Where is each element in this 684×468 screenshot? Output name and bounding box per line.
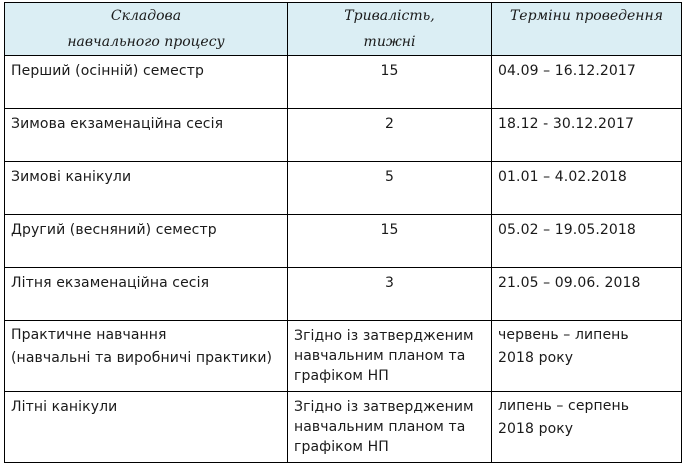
component-text-line-2: (навчальні та виробничі практики) bbox=[11, 350, 273, 366]
duration-text: 5 bbox=[384, 169, 394, 185]
header-component bbox=[5, 3, 288, 56]
header-duration bbox=[288, 3, 492, 56]
cell-duration bbox=[288, 162, 492, 215]
duration-text: 3 bbox=[384, 275, 394, 291]
duration-text-line-1: Згідно із затвердженим bbox=[294, 399, 474, 415]
duration-text-line-3: графіком НП bbox=[294, 368, 389, 384]
table-header-row bbox=[5, 3, 682, 56]
duration-text-line-3: графіком НП bbox=[294, 439, 389, 455]
table-row bbox=[5, 109, 682, 162]
header-dates bbox=[492, 3, 682, 56]
component-text: Літня екзаменаційна сесія bbox=[11, 275, 210, 291]
table-row bbox=[5, 56, 682, 109]
table-row bbox=[5, 392, 682, 463]
cell-duration bbox=[288, 321, 492, 392]
dates-text-line-1: червень – липень bbox=[498, 327, 629, 343]
duration-text: 2 bbox=[384, 116, 394, 132]
component-text: Другий (весняний) семестр bbox=[11, 222, 217, 238]
dates-text-line-2: 2018 року bbox=[498, 421, 574, 437]
component-text: Літні канікули bbox=[11, 399, 118, 415]
duration-text: 15 bbox=[380, 222, 399, 238]
dates-text: 18.12 - 30.12.2017 bbox=[498, 116, 634, 132]
cell-dates bbox=[492, 321, 682, 392]
cell-duration bbox=[288, 56, 492, 109]
header-component-line-2: навчального процесу bbox=[67, 34, 225, 50]
header-component-line-1: Складова bbox=[110, 8, 182, 24]
cell-dates bbox=[492, 109, 682, 162]
cell-duration bbox=[288, 215, 492, 268]
component-text-line-1: Практичне навчання bbox=[11, 327, 167, 343]
dates-text-line-1: липень – серпень bbox=[498, 398, 630, 414]
dates-text: 04.09 – 16.12.2017 bbox=[498, 63, 636, 79]
table-row bbox=[5, 268, 682, 321]
cell-dates bbox=[492, 268, 682, 321]
cell-component bbox=[5, 321, 288, 392]
duration-text-line-1: Згідно із затвердженим bbox=[294, 328, 474, 344]
component-text: Зимова екзаменаційна сесія bbox=[11, 116, 224, 132]
academic-schedule-table bbox=[4, 2, 682, 463]
table-row bbox=[5, 162, 682, 215]
cell-dates bbox=[492, 56, 682, 109]
cell-duration bbox=[288, 109, 492, 162]
cell-component bbox=[5, 392, 288, 463]
duration-text-line-2: навчальним планом та bbox=[294, 348, 466, 364]
header-duration-line-1: Тривалість, bbox=[344, 8, 435, 24]
cell-duration bbox=[288, 392, 492, 463]
cell-dates bbox=[492, 162, 682, 215]
dates-text-line-2: 2018 року bbox=[498, 350, 574, 366]
header-duration-line-2: тижні bbox=[363, 34, 416, 50]
cell-component bbox=[5, 56, 288, 109]
dates-text: 21.05 – 09.06. 2018 bbox=[498, 275, 641, 291]
cell-component bbox=[5, 215, 288, 268]
cell-component bbox=[5, 268, 288, 321]
table-row bbox=[5, 321, 682, 392]
duration-text: 15 bbox=[380, 63, 399, 79]
duration-text-line-2: навчальним планом та bbox=[294, 419, 466, 435]
cell-duration bbox=[288, 268, 492, 321]
component-text: Зимові канікули bbox=[11, 169, 132, 185]
table-row bbox=[5, 215, 682, 268]
cell-dates bbox=[492, 392, 682, 463]
dates-text: 01.01 – 4.02.2018 bbox=[498, 169, 627, 185]
component-text: Перший (осінній) семестр bbox=[11, 63, 204, 79]
cell-component bbox=[5, 109, 288, 162]
dates-text: 05.02 – 19.05.2018 bbox=[498, 222, 636, 238]
cell-dates bbox=[492, 215, 682, 268]
header-dates-line-1: Терміни проведення bbox=[509, 8, 664, 24]
cell-component bbox=[5, 162, 288, 215]
